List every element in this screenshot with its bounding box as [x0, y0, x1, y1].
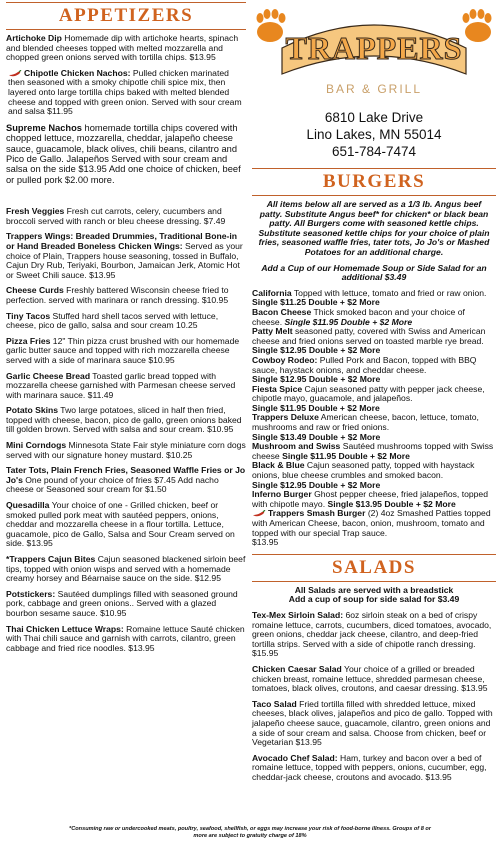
- salads-banner: [252, 554, 496, 582]
- item-desc: American cheese, bacon, lettuce, tomato, mushrooms and raw or fried onions.: [252, 412, 479, 433]
- burger-item: [252, 356, 496, 385]
- salads-intro-line1: All Salads are served with a breadstick: [294, 584, 454, 595]
- menu-item: [6, 123, 246, 185]
- item-name: Bacon Cheese: [252, 306, 312, 317]
- burger-item: [252, 509, 496, 547]
- item-desc: Fried tortilla filled with shredded lettuce, mixed cheeses, black olives, jalapeños and pico de gallo. Topped with jalapeño cheese sauce, guacamole, cilantro, green onions and a side of sour cream and salsa. Choose from chicken, beef or Vegetarian $13.95: [252, 698, 493, 748]
- item-desc: seasoned patty, covered with Swiss and American cheese and fried onions served on toasted marble rye bread.: [252, 326, 486, 346]
- item-desc: One pound of your choice of fries $7.45 Add nacho cheese or Seasoned sour cream for $1.50: [6, 474, 219, 495]
- item-name: Supreme Nachos: [6, 122, 82, 133]
- menu-item: [6, 555, 246, 584]
- footer-disclaimer: [0, 826, 500, 840]
- item-name: Black & Blue: [252, 460, 305, 471]
- burger-item: [252, 385, 496, 414]
- item-desc: Stuffed hard shell tacos served with lettuce, cheese, pico de gallo, salsa and sour cream 10.25: [6, 310, 219, 331]
- footer-line1: *Consuming raw or undercooked meats, poultry, seafood, shellfish, or eggs may increase your risk of food-borne illness. Groups of 8 or: [69, 826, 431, 832]
- menu-item: [6, 312, 246, 331]
- soup-note: Add a Cup of our Homemade Soup or Side Salad for an additional $3.49: [261, 262, 487, 283]
- phone-number: 651-784-7474: [331, 144, 417, 159]
- item-name: Cheese Curds: [6, 285, 64, 296]
- logo-sub: BAR & GRILL: [325, 82, 423, 96]
- menu-item: [6, 372, 246, 401]
- item-name: *Trappers Cajun Bites: [6, 554, 96, 564]
- appetizers-title: APPETIZERS: [58, 5, 194, 26]
- street-address: 6810 Lake Drive: [324, 110, 424, 125]
- item-name: Garlic Cheese Bread: [6, 370, 91, 381]
- salad-item: [252, 611, 496, 659]
- item-desc: homemade tortilla chips covered with chopped lettuce, mozzarella, cheddar, jalapeño cheese sauce, guacamole, black olives, chili beans, cilantro and Pico de Gallo. Jalapeños Served with sour cream and salsa on the side $13.95 Add one choice of chicken, beef or pulled pork $2.00 more.: [6, 122, 241, 185]
- burger-list: [252, 289, 496, 548]
- item-name: Inferno Burger: [252, 489, 312, 500]
- burgers-banner: [252, 168, 496, 196]
- item-name: Chicken Caesar Salad: [252, 663, 342, 674]
- menu-item: [6, 232, 246, 280]
- salad-item: [252, 700, 496, 748]
- item-name: Trappers Smash Burger: [268, 508, 366, 519]
- item-desc: Pulled chicken marinated then seasoned with a smoky chipotle chili spice mix, then layered onto large tortilla chips baked with melted blended cheese and topped with green onion. Served with sour cream and salsa $11.95: [8, 67, 242, 117]
- item-desc: Minnesota State Fair style miniature corn dogs served with our signature honey mustard. $10.25: [6, 440, 246, 460]
- item-name: Artichoke Dip: [6, 33, 62, 43]
- item-price: Single $11.25 Double + $2 More: [252, 297, 380, 308]
- item-name: Potato Skins: [6, 405, 59, 416]
- item-desc: Homemade dip with artichoke hearts, spinach and blended cheeses topped with melted mozzarella and chopped green onions served with tortilla chips. $13.95: [6, 33, 239, 63]
- menu-item: [6, 501, 246, 549]
- item-price: Single $11.95 Double + $2 More: [284, 316, 413, 327]
- salads-intro-line2: Add a cup of soup for side salad for $3.49: [288, 594, 460, 605]
- item-name: Tater Tots, Plain French Fries, Seasoned Waffle Fries or Jo Jo's: [6, 465, 246, 485]
- burgers-title: BURGERS: [322, 171, 426, 192]
- item-desc: Topped with lettuce, tomato and fried or raw onion.: [291, 287, 487, 298]
- item-desc: Cajun seasoned patty, topped with haystack onions, blue cheese crumbles and smoked bacon.: [252, 460, 475, 481]
- menu-item: [6, 466, 246, 495]
- appetizers-banner: [6, 2, 246, 30]
- item-desc: 6oz sirloin steak on a bed of crispy romaine lettuce, carrots, cucumbers, diced tomatoes, avocado, green onions, cheddar jack cheese, cilantro, and deep-fried tortilla strips. Served with a side of chipotle ranch dressing. $15.95: [252, 609, 492, 659]
- item-desc: Served as your choice of Plain, Trappers house seasoning, tossed in Buffalo, Cajun Dry Rub, Teriyaki, Bourbon, Jamaican Jerk, Atomic Hot or Sweet Chili sauce. $13.95: [6, 240, 243, 280]
- menu-item: [6, 286, 246, 305]
- burger-item: [252, 442, 496, 461]
- logo-name: TRAPPERS: [285, 30, 463, 66]
- salad-item: [252, 754, 496, 783]
- item-name: Tex-Mex Sirloin Salad:: [252, 609, 344, 620]
- item-name: Mini Corndogs: [6, 440, 67, 451]
- item-name: Cowboy Rodeo:: [252, 354, 318, 365]
- item-name: Trappers Wings: Breaded Drummies, Traditional Bone-in or Hand Breaded Boneless Chicken Wings:: [6, 231, 238, 251]
- menu-item: [6, 625, 246, 654]
- salad-item: [252, 665, 496, 694]
- item-desc: (2) 4oz Smashed Patties topped with American Cheese, bacon, onion, mushroom, tomato and topped with our special Trap sauce.: [252, 508, 491, 538]
- item-price: Single $12.95 Double + $2 More: [252, 345, 381, 356]
- item-desc: Ghost pepper cheese, fried jalapeños, topped with chipotle mayo.: [252, 489, 488, 509]
- item-name: Thai Chicken Lettuce Wraps:: [6, 623, 124, 634]
- contact-block: [252, 109, 496, 160]
- menu-item: [6, 34, 246, 63]
- menu-item: [6, 207, 246, 226]
- item-price: $13.95: [252, 537, 279, 548]
- item-desc: Sautéed dumplings filled with seasoned ground pork, cabbage and green onions.. Served with a glazed bourbon sesame sauce. $10.95: [6, 588, 238, 618]
- salads-intro: [252, 586, 496, 605]
- item-name: Pizza Fries: [6, 335, 51, 346]
- item-desc: Thick smoked bacon and your choice of cheese.: [252, 306, 465, 327]
- burger-item: [252, 289, 496, 308]
- menu-item: [6, 337, 246, 366]
- burger-item: [252, 490, 496, 509]
- item-name: Taco Salad: [252, 698, 297, 709]
- item-name: Trappers Deluxe: [252, 412, 319, 423]
- appetizers-column: [6, 2, 246, 659]
- item-name: Patty Melt: [252, 326, 293, 337]
- item-price: Single $12.95 Double + $2 More: [252, 479, 381, 490]
- item-name: Mushroom and Swiss: [252, 441, 341, 452]
- burger-item: [252, 413, 496, 442]
- burger-item: [252, 461, 496, 490]
- menu-item: [6, 69, 246, 117]
- right-column: [252, 2, 496, 788]
- item-name: Avocado Chef Salad:: [252, 752, 338, 763]
- item-desc: Cajun seasoned blackened sirloin beef tips, topped with onion wisps and served with a homemade creamy horsey and Béarnaise sauce on the side. $12.95: [6, 554, 246, 584]
- item-price: Single $11.95 Double + $2 More: [282, 450, 410, 461]
- item-desc: Ham, turkey and bacon over a bed of romaine lettuce, topped with peppers, onions, cucumber, egg, cheddar-jack cheese, croutons and avocado. $13.95: [252, 752, 487, 782]
- item-name: Fiesta Spice: [252, 383, 303, 394]
- item-desc: Two large potatoes, sliced in half then fried, topped with cheese, bacon, pico de gallo, green onions baked till golden brown. Served with salsa and sour cream. $10.95: [6, 405, 242, 435]
- trappers-logo: [252, 2, 496, 107]
- item-desc: Pulled Pork and Bacon, topped with BBQ sauce, haystack onions, and cheddar cheese.: [252, 354, 477, 375]
- item-name: Fresh Veggies: [6, 206, 65, 217]
- menu-item: [6, 590, 246, 619]
- menu-item: [6, 441, 246, 460]
- burger-item: [252, 308, 496, 327]
- burger-item: [252, 327, 496, 356]
- item-desc: Toasted garlic bread topped with mozzarella cheese garnished with Parmesan cheese served with marinara sauce. $11.49: [6, 370, 236, 400]
- item-desc: 12" Thin pizza crust brushed with our homemade garlic butter sauce and topped with rich mozzarella cheese served with a side of marinara sauce $10.95: [6, 335, 240, 365]
- item-name: California: [252, 287, 292, 298]
- burgers-intro: All items below all are served as a 1/3 lb. Angus beef patty. Substitute Angus beef* for chicken* or black bean patty. All Burgers come with seasoned kettle chips. Substitute seasoned kettle chips for your choice of plain fries, seasoned waffle fries, tater tots, Jo Jo's or Mashed Potatoes for an additional charge.: [258, 199, 490, 257]
- item-price: Single $12.95 Double + $2 More: [252, 374, 381, 385]
- item-name: Potstickers:: [6, 588, 56, 599]
- menu-item: [6, 406, 246, 435]
- item-price: Single $13.49 Double + $2 More: [252, 431, 381, 442]
- item-desc: Romaine lettuce Sauté chicken with Thai chili sauce and garnish with carrots, cilantro, green cabbage and fried rice noodles. $13.95: [6, 623, 245, 653]
- item-name: Chipotle Chicken Nachos:: [24, 67, 131, 78]
- chili-pepper-icon: [252, 510, 266, 518]
- item-desc: Sautéed mushrooms topped with Swiss cheese: [252, 441, 494, 461]
- item-desc: Your choice of a grilled or breaded chicken breast, romaine lettuce, shredded parmesan cheese, tomatoes, black olives, croutons, and caesar dressing. $13.95: [252, 663, 488, 694]
- item-name: Quesadilla: [6, 500, 50, 511]
- item-price: Single $13.95 Double + $2 More: [327, 498, 456, 509]
- salads-title: SALADS: [332, 556, 416, 578]
- item-desc: Fresh cut carrots, celery, cucumbers and broccoli served with ranch or bleu cheese dressing. $7.49: [6, 206, 226, 226]
- item-name: Tiny Tacos: [6, 310, 51, 321]
- item-desc: Cajun seasoned patty with pepper jack cheese, chipotle mayo, guacamole, and jalapeños.: [252, 383, 485, 404]
- city-state: Lino Lakes, MN 55014: [306, 127, 442, 142]
- item-desc: Freshly battered Wisconsin cheese fried to perfection. served with marinara or ranch dressing. $10.95: [6, 285, 229, 305]
- chili-pepper-icon: [8, 70, 22, 78]
- footer-line2: more are subject to gratuity charge of 18%: [193, 833, 307, 839]
- item-desc: Your choice of one - Grilled chicken, beef or smoked pulled pork meat with sautéed peppers, onions, cheddar and mozzarella cheese in a flour tortilla. Lettuce, guacamole, pico de Gallo, Salsa and Sour Cream served on side. $13.95: [6, 500, 235, 549]
- item-price: Single $11.95 Double + $2 More: [252, 402, 380, 413]
